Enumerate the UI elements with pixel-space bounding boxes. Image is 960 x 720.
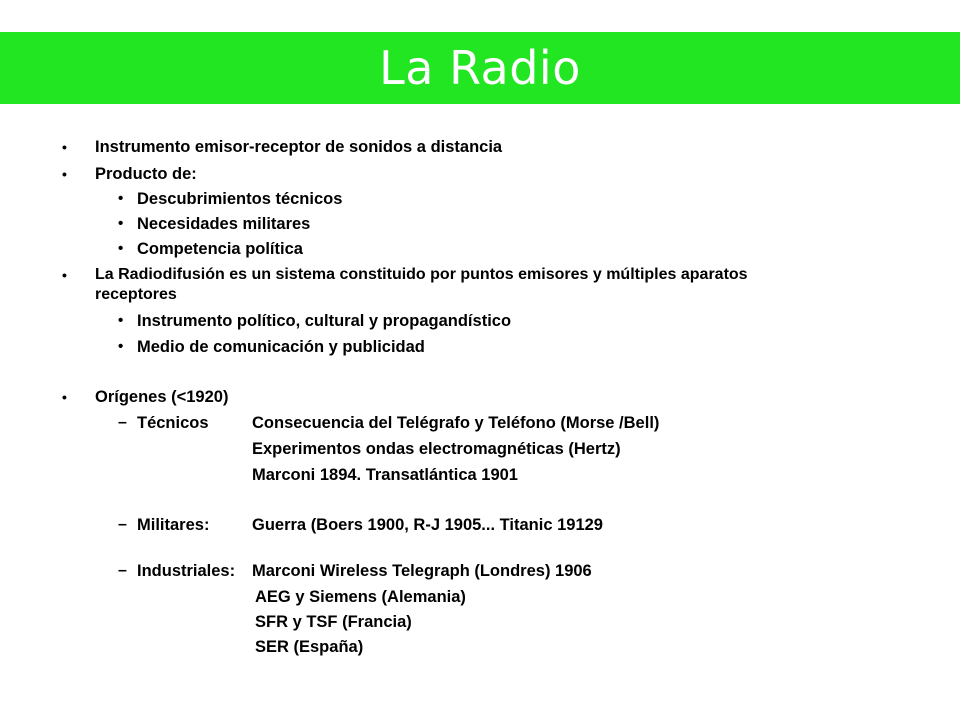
origins-industriales-label: Industriales: [137, 562, 236, 580]
sub-bullet-icon: • [118, 190, 124, 207]
sub-bullet-text: Instrumento político, cultural y propagandístico [137, 312, 512, 330]
slide-title: La Radio [379, 41, 581, 95]
bullet-text-instrumento: Instrumento emisor-receptor de sonidos a distancia [95, 138, 503, 156]
sub-bullet-text: Competencia política [137, 240, 303, 258]
bullet-icon: • [62, 139, 67, 155]
origins-tecnicos-line: Consecuencia del Telégrafo y Teléfono (Morse /Bell) [252, 414, 660, 432]
origins-industriales-line: Marconi Wireless Telegraph (Londres) 1906 [252, 562, 592, 580]
sub-bullet-text: Descubrimientos técnicos [137, 190, 343, 208]
origins-militares-label: Militares: [137, 516, 210, 534]
dash-icon: – [118, 516, 127, 533]
sub-bullet-icon: • [118, 312, 124, 329]
origins-tecnicos-label: Técnicos [137, 414, 209, 432]
dash-icon: – [118, 562, 127, 579]
bullet-text-producto: Producto de: [95, 165, 197, 183]
origins-tecnicos-line: Experimentos ondas electromagnéticas (Hertz) [252, 440, 621, 458]
sub-bullet-icon: • [118, 215, 124, 232]
origins-militares-line: Guerra (Boers 1900, R-J 1905... Titanic 19129 [252, 516, 603, 534]
title-bar [0, 32, 960, 104]
dash-icon: – [118, 414, 127, 431]
origins-industriales-line: SFR y TSF (Francia) [255, 613, 412, 631]
sub-bullet-icon: • [118, 338, 124, 355]
bullet-text-radiodifusion-line2: receptores [95, 286, 177, 303]
bullet-icon: • [62, 267, 67, 283]
bullet-icon: • [62, 389, 67, 405]
origins-tecnicos-line: Marconi 1894. Transatlántica 1901 [252, 466, 518, 484]
sub-bullet-text: Medio de comunicación y publicidad [137, 338, 425, 356]
bullet-text-origenes: Orígenes (<1920) [95, 388, 229, 406]
origins-industriales-line: SER (España) [255, 638, 364, 656]
bullet-icon: • [62, 166, 67, 182]
origins-industriales-line: AEG y Siemens (Alemania) [255, 588, 466, 606]
bullet-text-radiodifusion-line1: La Radiodifusión es un sistema constituido por puntos emisores y múltiples aparatos [95, 266, 748, 283]
sub-bullet-icon: • [118, 240, 124, 257]
sub-bullet-text: Necesidades militares [137, 215, 311, 233]
